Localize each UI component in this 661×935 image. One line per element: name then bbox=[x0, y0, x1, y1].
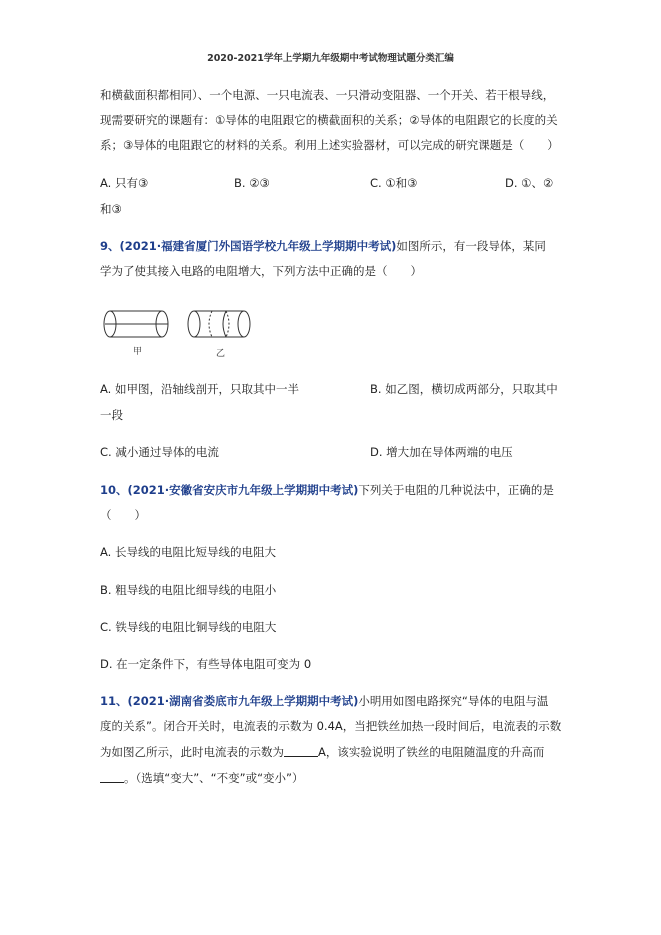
q9-option-a: A. 如甲图，沿轴线剖开，只取其中一半 bbox=[100, 382, 299, 396]
q11-line-2: 度的关系”。闭合开关时，电流表的示数为 0.4A，当把铁丝加热一段时间后，电流表的示数 bbox=[100, 719, 562, 733]
q10-option-d: D. 在一定条件下，有些导体电阻可变为 0 bbox=[100, 657, 312, 671]
q9-source: 9、(2021·福建省厦门外国语学校九年级上学期期中考试) bbox=[100, 239, 397, 253]
q10-line-1 bbox=[100, 483, 554, 497]
q11-line-4 bbox=[100, 771, 304, 785]
q10-option-a: A. 长导线的电阻比短导线的电阻大 bbox=[100, 545, 276, 559]
q9-line-2: 学为了使其接入电路的电阻增大，下列方法中正确的是（ ） bbox=[100, 264, 422, 278]
q8-option-a: A. 只有③ bbox=[100, 176, 149, 190]
q8-option-d: D. ①、② bbox=[505, 176, 554, 190]
q10-source: 10、(2021·安徽省安庆市九年级上学期期中考试) bbox=[100, 483, 359, 497]
q11-text: 小明用如图电路探究“导体的电阻与温 bbox=[358, 694, 549, 708]
q11-line-3-text-a: 为如图乙所示，此时电流表的示数为 bbox=[100, 745, 284, 759]
q8-option-b: B. ②③ bbox=[234, 176, 270, 190]
q10-line-2: （ ） bbox=[100, 508, 146, 522]
answer-blank-1 bbox=[284, 745, 318, 757]
q10-option-b: B. 粗导线的电阻比细导线的电阻小 bbox=[100, 583, 277, 597]
q11-source: 11、(2021·湖南省娄底市九年级上学期期中考试) bbox=[100, 694, 359, 708]
q11-line-4-text: 。（选填“变大”、“不变”或“变小”） bbox=[124, 771, 304, 785]
q9-line-1 bbox=[100, 239, 546, 253]
q8-line-2: 现需要研究的课题有：①导体的电阻跟它的横截面积的关系；②导体的电阻跟它的长度的关 bbox=[100, 113, 558, 127]
q8-option-d-cont: 和③ bbox=[100, 202, 122, 216]
q8-line-3: 系；③导体的电阻跟它的材料的关系。利用上述实验器材，可以完成的研究课题是（ ） bbox=[100, 138, 559, 152]
page-header: 2020-2021学年上学期九年级期中考试物理试题分类汇编 bbox=[207, 53, 454, 64]
cylinder-b-drawing bbox=[188, 311, 250, 337]
figure-label-b: 乙 bbox=[216, 349, 226, 359]
q9-text: 如图所示，有一段导体，某同 bbox=[396, 239, 546, 253]
q9-option-d: D. 增大加在导体两端的电压 bbox=[370, 445, 513, 459]
q10-text: 下列关于电阻的几种说法中，正确的是 bbox=[358, 483, 554, 497]
q11-line-3-text-b: A，该实验说明了铁丝的电阻随温度的升高而 bbox=[318, 745, 545, 759]
q9-option-b-cont: 一段 bbox=[100, 408, 123, 422]
q9-option-b: B. 如乙图，横切成两部分，只取其中 bbox=[370, 382, 558, 396]
figure-label-a: 甲 bbox=[133, 347, 143, 357]
q9-figure bbox=[102, 306, 262, 366]
q9-option-c: C. 减小通过导体的电流 bbox=[100, 445, 219, 459]
q11-line-3 bbox=[100, 745, 544, 759]
q8-option-c: C. ①和③ bbox=[370, 176, 418, 190]
q10-option-c: C. 铁导线的电阻比铜导线的电阻大 bbox=[100, 620, 277, 634]
cylinder-a-drawing bbox=[104, 311, 168, 337]
q11-line-1 bbox=[100, 694, 548, 708]
answer-blank-2 bbox=[100, 771, 124, 783]
q8-line-1: 和横截面积都相同）、一个电源、一只电流表、一只滑动变阻器、一个开关、若干根导线， bbox=[100, 88, 555, 102]
